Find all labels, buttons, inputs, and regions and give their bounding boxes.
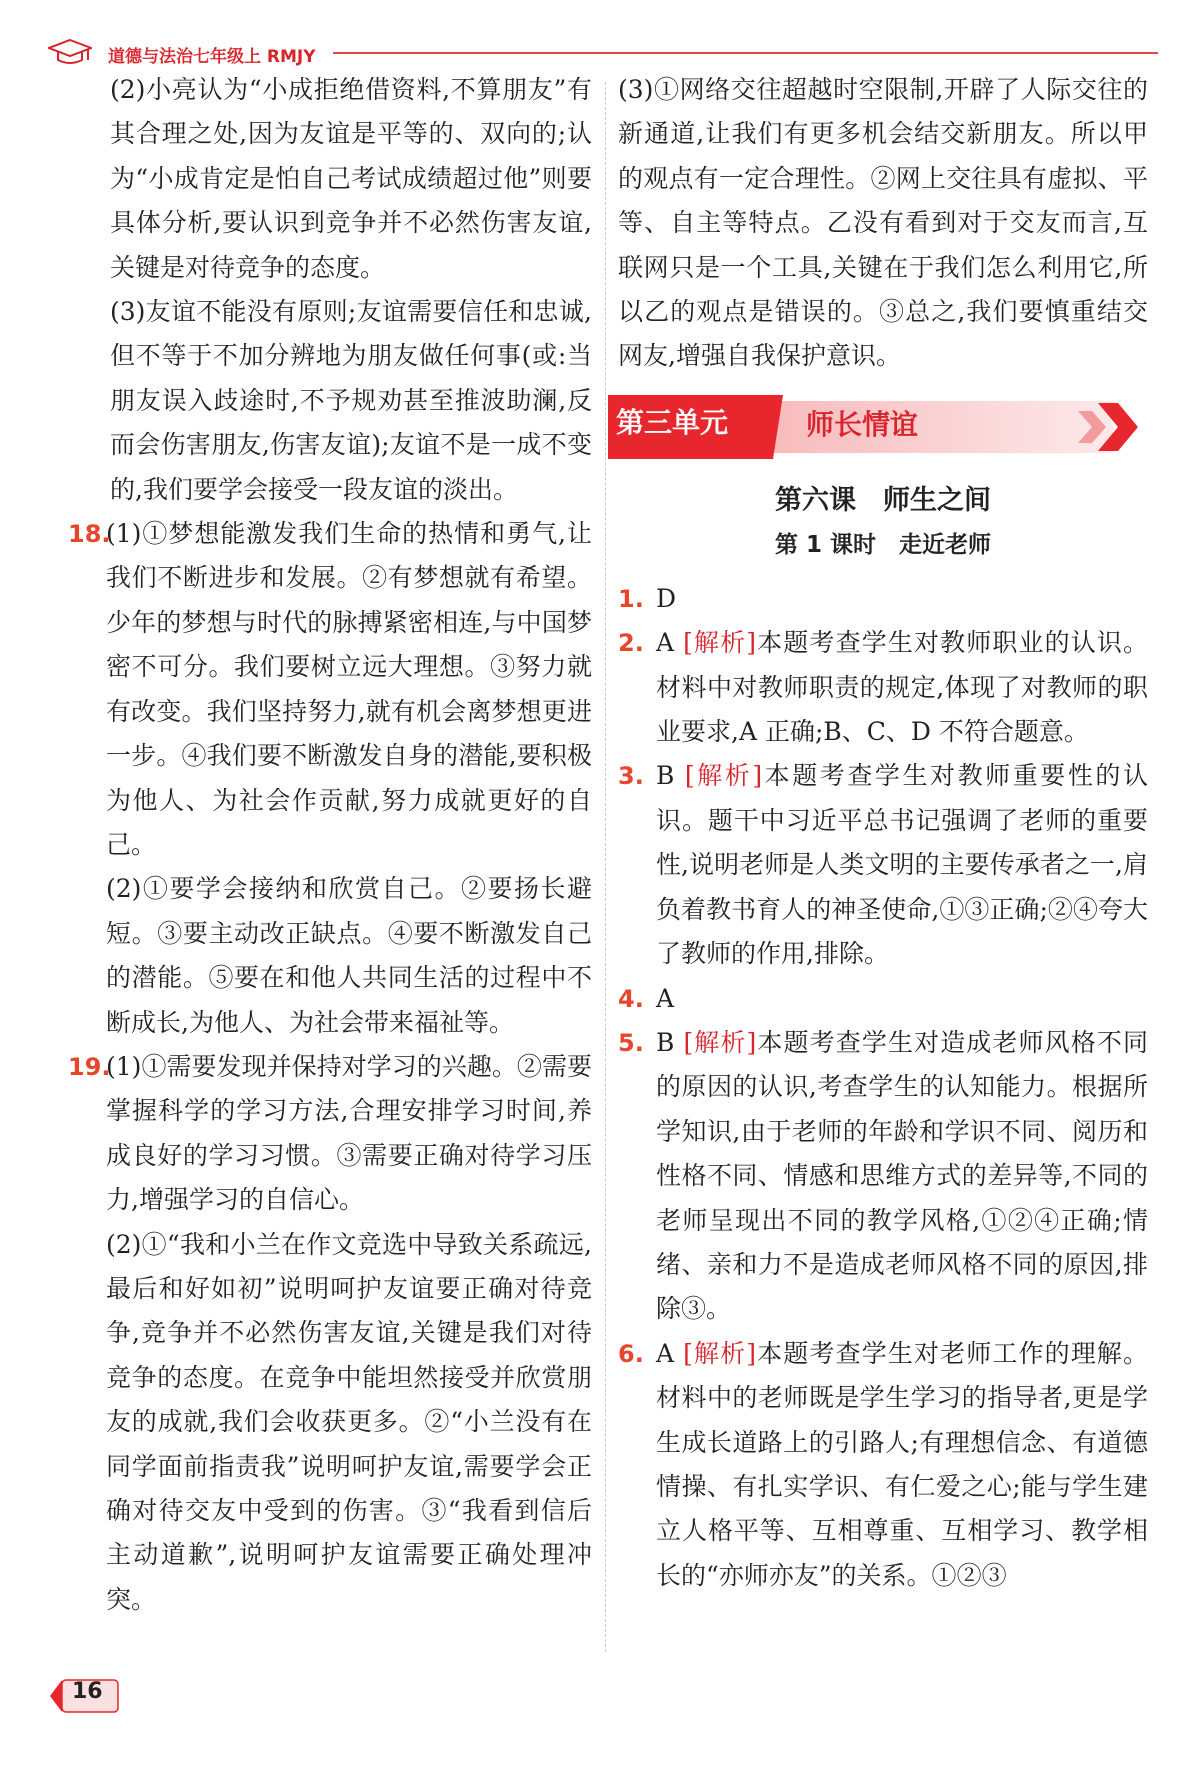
q20-part3: (3)①网络交往超越时空限制,开辟了人际交往的新通道,让我们有更多机会结交新朋友。所以甲的观点有一定合理性。②网上交往具有虚拟、平等、自主等特点。乙没有看到对于交友而言,互联网只是一个工具,关键在于我们怎么利用它,所以乙的观点是错误的。③总之,我们要慎重结交网友,增强自我保护意识。 [618, 75, 1148, 371]
analysis-tag: [解析] [683, 1338, 757, 1368]
answer-number: 3. [618, 762, 644, 791]
header-rule [333, 52, 1158, 54]
analysis-text: 本题考查学生对教师职业的认识。材料中对教师职责的规定,体现了对教师的职业要求,A 正确;B、C、D 不符合题意。 [656, 628, 1148, 747]
answer-choice: B [656, 1027, 675, 1057]
analysis-text: 本题考查学生对造成老师风格不同的原因的认识,考查学生的认知能力。根据所学知识,由于老师的年龄和学识不同、阅历和性格不同、情感和思维方式的差异等,不同的老师呈现出不同的教学风格,①②④正确;情绪、亲和力不是造成老师风格不同的原因,排除③。 [656, 1027, 1148, 1324]
answer-text [656, 1332, 1148, 1598]
graduation-cap-icon [48, 38, 92, 66]
unit-number: 第三单元 [616, 405, 729, 439]
question-number: 18. [68, 520, 111, 549]
answer-text [656, 577, 1148, 621]
q17-part3: (3)友谊不能没有原则;友谊需要信任和忠诚,但不等于不加分辨地为朋友做任何事(或:当朋友误入歧途时,不予规劝甚至推波助澜,反而会伤害朋友,伤害友谊);友谊不是一成不变的,我们要学会接受一段友谊的淡出。 [110, 297, 592, 504]
analysis-tag: [解析] [684, 761, 763, 791]
analysis-text: 本题考查学生对老师工作的理解。材料中的老师既是学生学习的指导者,更是学生成长道路上的引路人;有理想信念、有道德情操、有扎实学识、有仁爱之心;能与学生建立人格平等、互相尊重、互相学习、教学相长的“亦师亦友”的关系。①②③ [656, 1338, 1148, 1590]
answer-item [618, 1021, 1148, 1332]
q19-part2: (2)①“我和小兰在作文竞选中导致关系疏远,最后和好如初”说明呵护友谊要正确对待竞争,竞争并不必然伤害友谊,关键是我们对待竞争的态度。在竞争中能坦然接受并欣赏朋友的成就,我们会收获更多。②“小兰没有在同学面前指责我”说明呵护友谊,需要学会正确对待交友中受到的伤害。③“我看到信后主动道歉”,说明呵护友谊需要正确处理冲突。 [106, 1229, 592, 1614]
answer-item [618, 577, 1148, 621]
answer-number: 5. [618, 1028, 644, 1057]
answer-choice: A [656, 628, 675, 658]
analysis-tag: [解析] [683, 1027, 757, 1057]
page-footer [48, 1676, 120, 1716]
analysis-text: 本题考查学生对教师重要性的认识。题干中习近平总书记强调了老师的重要性,说明老师是人类文明的主要传承者之一,肩负着教书育人的神圣使命,①③正确;②④夸大了教师的作用,排除。 [656, 761, 1148, 969]
answer-number: 1. [618, 584, 644, 613]
right-column [618, 68, 1148, 1598]
answer-number: 2. [618, 629, 644, 658]
answer-choice: A [656, 1338, 675, 1368]
analysis-tag: [解析] [683, 628, 757, 658]
answer-list [618, 577, 1148, 1598]
answer-item [618, 1332, 1148, 1598]
q17-part2: (2)小亮认为“小成拒绝借资料,不算朋友”有其合理之处,因为友谊是平等的、双向的;认为“小成肯定是怕自己考试成绩超过他”则要具体分析,要认识到竞争并不必然伤害友谊,关键是对待竞争的态度。 [110, 75, 592, 282]
question-19 [68, 1045, 592, 1622]
page-number: 16 [72, 1679, 103, 1704]
answer-text [656, 977, 1148, 1021]
answer-item [618, 754, 1148, 976]
question-number: 19. [68, 1052, 111, 1081]
unit-banner [608, 389, 1153, 469]
q18-part1: (1)①梦想能激发我们生命的热情和勇气,让我们不断进步和发展。②有梦想就有希望。少年的梦想与时代的脉搏紧密相连,与中国梦密不可分。我们要树立远大理想。③努力就有改变。我们坚持努力,就有机会离梦想更进一步。④我们要不断激发自身的潜能,要积极为他人、为社会作贡献,努力成就更好的自己。 [106, 519, 592, 859]
lesson-title: 第六课 师生之间 [775, 484, 991, 516]
q19-part1: (1)①需要发现并保持对学习的兴趣。②需要掌握科学的学习方法,合理安排学习时间,养成良好的学习习惯。③需要正确对待学习压力,增强学习的自信心。 [106, 1051, 592, 1215]
lesson-subtitle: 第 1 课时 走近老师 [774, 531, 992, 558]
answer-number: 4. [618, 984, 644, 1013]
unit-title: 师长情谊 [806, 407, 919, 441]
book-title: 道德与法治七年级上 RMJY [108, 47, 316, 67]
answer-text [656, 1021, 1148, 1332]
answer-choice: A [656, 983, 675, 1013]
answer-item [618, 621, 1148, 754]
answer-text [656, 621, 1148, 754]
answer-choice: D [656, 583, 677, 613]
answer-number: 6. [618, 1339, 644, 1368]
answer-item [618, 977, 1148, 1021]
answer-choice: B [656, 761, 675, 791]
q18-part2: (2)①要学会接纳和欣赏自己。②要扬长避短。③要主动改正缺点。④要不断激发自己的潜能。⑤要在和他人共同生活的过程中不断成长,为他人、为社会带来福祉等。 [106, 874, 592, 1037]
left-column [68, 68, 592, 1622]
question-18 [68, 512, 592, 1045]
column-divider [605, 82, 606, 1652]
answer-text [656, 754, 1148, 976]
page-header [48, 38, 1158, 68]
